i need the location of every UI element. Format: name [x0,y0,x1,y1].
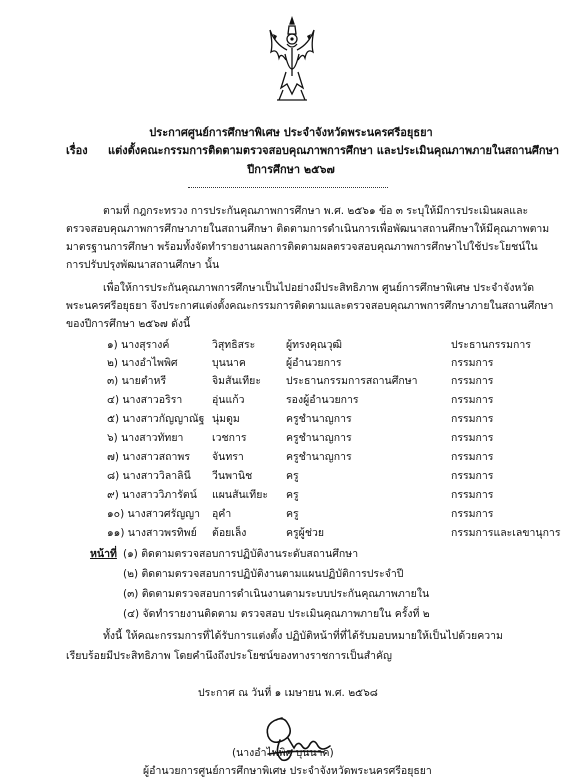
member-row [0,448,582,464]
member-position: ผู้อำนวยการ [286,357,342,369]
member-name: ๙) นางสาววิภารัตน์ [107,489,197,501]
academic-year: ปีการศึกษา ๒๕๖๗ [247,163,335,176]
member-position: ครู [286,508,299,520]
member-name: ๗) นางสาวสถาพร [107,451,190,463]
member-name: ๑๑) นางสาวพรทิพย์ [107,527,197,539]
member-row [0,354,582,370]
member-row [0,429,582,445]
member-row [0,505,582,521]
member-row [0,372,582,388]
member-name: ๒) นางอำไพพิศ [107,357,178,369]
member-name: ๑) นางสุรางค์ [107,339,170,351]
member-surname: แผนสันเทียะ [212,489,268,501]
duty-item: (๔) จัดทำรายงานติดตาม ตรวจสอบ ประเมินคุณภาพภายใน ครั้งที่ ๒ [123,608,430,620]
member-name: ๑๐) นางสาวศรัญญา [107,508,201,520]
member-surname: ต้อยเล็ง [212,527,247,539]
paragraph2-line: เพื่อให้การประกันคุณภาพการศึกษาเป็นไปอย่างมีประสิทธิภาพ ศูนย์การศึกษาพิเศษ ประจำจังหวัด [103,282,535,294]
member-position: ครูชำนาญการ [286,413,352,425]
member-position: ครูผู้ช่วย [286,527,324,539]
member-role: กรรมการ [451,432,494,444]
member-role: กรรมการ [451,394,494,406]
divider-dotted [188,187,388,188]
closing-line: ทั้งนี้ ให้คณะกรรมการที่ได้รับการแต่งตั้ง ปฏิบัติหน้าที่ที่ได้รับมอบหมายให้เป็นไปด้วยความ [103,630,503,642]
member-name: ๖) นางสาวทัทยา [107,432,184,444]
announcement-date: ประกาศ ณ วันที่ ๑ เมษายน พ.ศ. ๒๕๖๘ [198,687,378,699]
member-surname: นุ่มดูม [212,413,240,425]
member-name: ๓) นายตำหรี [107,375,167,387]
member-role: กรรมการ [451,508,494,520]
member-position: ครู [286,470,299,482]
paragraph2-line: ของปีการศึกษา ๒๕๖๗ ดังนี้ [66,318,191,330]
duty-item: (๓) ติดตามตรวจสอบการดำเนินงานตามระบบประกันคุณภาพภายใน [123,588,430,600]
subject-label: เรื่อง [66,144,88,157]
member-role: กรรมการ [451,357,494,369]
member-name: ๕) นางสาวกัญญาณัฐ [107,413,205,425]
member-role: กรรมการ [451,470,494,482]
paragraph1-line: การปรับปรุงพัฒนาสถานศึกษา นั้น [66,259,220,271]
member-name: ๔) นางสาวอริรา [107,394,183,406]
paragraph1-line: มาตรฐานการศึกษา พร้อมทั้งจัดทำรายงานผลการติดตามผลตรวจสอบคุณภาพการศึกษาไปใช้ประโยชน์ใน [66,241,538,253]
closing-line: เรียบร้อยมีประสิทธิภาพ โดยคำนึงถึงประโยชน์ของทางราชการเป็นสำคัญ [66,650,393,662]
member-role: กรรมการ [451,451,494,463]
duty-item: (๒) ติดตามตรวจสอบการปฏิบัติงานตามแผนปฏิบัติการประจำปี [123,568,404,580]
member-row [0,391,582,407]
duty-item: (๑) ติดตามตรวจสอบการปฏิบัติงานระดับสถานศึกษา [123,548,359,560]
member-row [0,486,582,502]
member-surname: บุนนาค [212,357,246,369]
member-surname: จันทรา [212,451,244,463]
member-position: ประธานกรรมการสถานศึกษา [286,375,418,387]
signer-title: ผู้อำนวยการศูนย์การศึกษาพิเศษ ประจำจังหวัดพระนครศรีอยุธยา [143,765,432,777]
member-role: ประธานกรรมการ [451,339,531,351]
member-row [0,467,582,483]
announcement-header: ประกาศศูนย์การศึกษาพิเศษ ประจำจังหวัดพระนครศรีอยุธยา [149,126,433,139]
member-row [0,336,582,352]
member-surname: วีนพานิช [212,470,253,482]
member-surname: อุคำ [212,508,232,520]
member-surname: อุ่นแก้ว [212,394,245,406]
duties-label: หน้าที่ [90,548,117,560]
member-position: รองผู้อำนวยการ [286,394,359,406]
garuda-emblem-icon [267,14,317,106]
member-surname: จิมสันเทียะ [212,375,261,387]
member-role: กรรมการและเลขานุการ [451,527,561,539]
paragraph1-line: ตรวจสอบคุณภาพการศึกษาภายในสถานศึกษา ติดตามการดำเนินการเพื่อพัฒนาสถานศึกษาให้มีคุณภาพตาม [66,223,550,235]
member-role: กรรมการ [451,489,494,501]
member-position: ครูชำนาญการ [286,432,352,444]
subject-text: แต่งตั้งคณะกรรมการติดตามตรวจสอบคุณภาพการศึกษา และประเมินคุณภาพภายในสถานศึกษา [108,144,559,157]
member-role: กรรมการ [451,413,494,425]
paragraph1-line: ตามที่ กฎกระทรวง การประกันคุณภาพการศึกษา พ.ศ. ๒๕๖๑ ข้อ ๓ ระบุให้มีการประเมินผลและ [103,205,529,217]
signer-name: (นางอำไพพิศ บุนนาค) [232,747,334,759]
member-position: ผู้ทรงคุณวุฒิ [286,339,342,351]
member-position: ครู [286,489,299,501]
member-position: ครูชำนาญการ [286,451,352,463]
member-role: กรรมการ [451,375,494,387]
member-name: ๘) นางสาววิลาลินี [107,470,191,482]
member-row [0,524,582,540]
member-surname: วิสุทธิสระ [212,339,256,351]
member-surname: เวชการ [212,432,247,444]
paragraph2-line: พระนครศรีอยุธยา จึงประกาศแต่งตั้งคณะกรรมการติดตามและตรวจสอบคุณภาพการศึกษาภายในสถานศึกษา [66,300,554,312]
member-row [0,410,582,426]
